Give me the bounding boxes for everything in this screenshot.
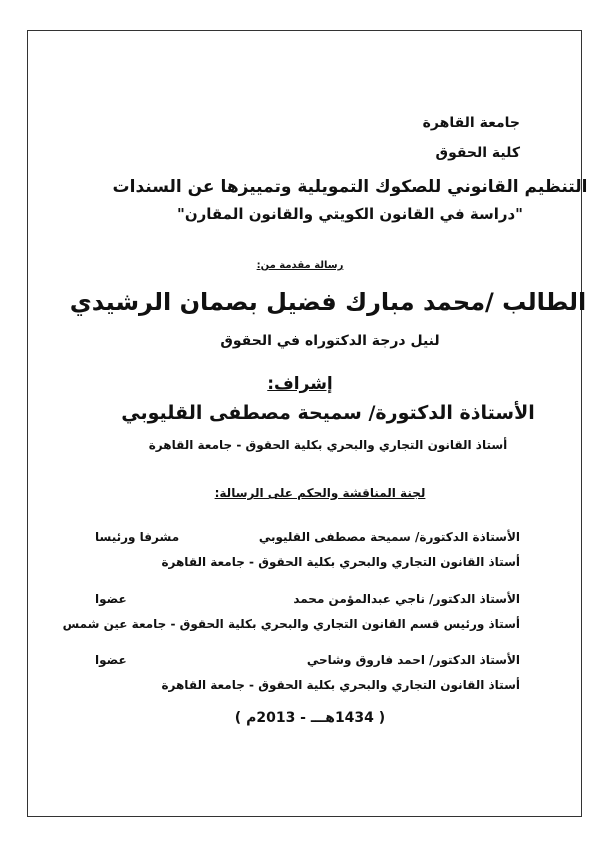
thesis-title: التنظيم القانوني للصكوك التمويلية وتمييزها عن السندات bbox=[112, 177, 588, 197]
supervisor-name: الأستاذة الدكتورة/ سميحة مصطفى القليوبي bbox=[121, 402, 535, 424]
thesis-subtitle: "دراسة في القانون الكويتي والقانون المقارن" bbox=[177, 205, 523, 223]
member-affiliation: أستاذ ورئيس قسم القانون التجاري والبحري بكلية الحقوق - جامعة عين شمس bbox=[62, 617, 520, 631]
member-role: عضوا bbox=[95, 653, 127, 667]
committee-member bbox=[95, 530, 520, 544]
member-affiliation: أستاذ القانون التجاري والبحري بكلية الحقوق - جامعة القاهرة bbox=[161, 678, 520, 692]
committee-member-affiliation bbox=[62, 617, 520, 631]
submitted-by-label: رسالة مقدمة من: bbox=[256, 260, 344, 271]
committee-label: لجنة المناقشة والحكم على الرسالة: bbox=[214, 486, 426, 500]
degree-line: لنيل درجة الدكتوراه في الحقوق bbox=[220, 333, 440, 349]
committee-member bbox=[95, 653, 520, 667]
committee-member bbox=[95, 592, 520, 606]
supervisor-affiliation: أستاذ القانون التجاري والبحري بكلية الحقوق - جامعة القاهرة bbox=[148, 438, 508, 452]
member-affiliation: أستاذ القانون التجاري والبحري بكلية الحقوق - جامعة القاهرة bbox=[161, 555, 520, 569]
member-role: عضوا bbox=[95, 592, 127, 606]
member-name: الأستاذة الدكتورة/ سميحة مصطفى القليوبي bbox=[258, 530, 520, 544]
committee-member-affiliation bbox=[95, 678, 520, 692]
supervision-label: إشراف: bbox=[267, 374, 333, 394]
member-name: الأستاذ الدكتور/ احمد فاروق وشاحي bbox=[306, 653, 520, 667]
university-name: جامعة القاهرة bbox=[422, 115, 520, 131]
committee-member-affiliation bbox=[95, 555, 520, 569]
member-name: الأستاذ الدكتور/ ناجي عبدالمؤمن محمد bbox=[293, 592, 520, 606]
faculty-name: كلية الحقوق bbox=[435, 145, 520, 161]
date-line: ( 1434هـــ - 2013م ) bbox=[234, 710, 386, 726]
student-name: الطالب /محمد مبارك فضيل بصمان الرشيدي bbox=[69, 288, 587, 316]
member-role: مشرفا ورئيسا bbox=[95, 530, 180, 544]
